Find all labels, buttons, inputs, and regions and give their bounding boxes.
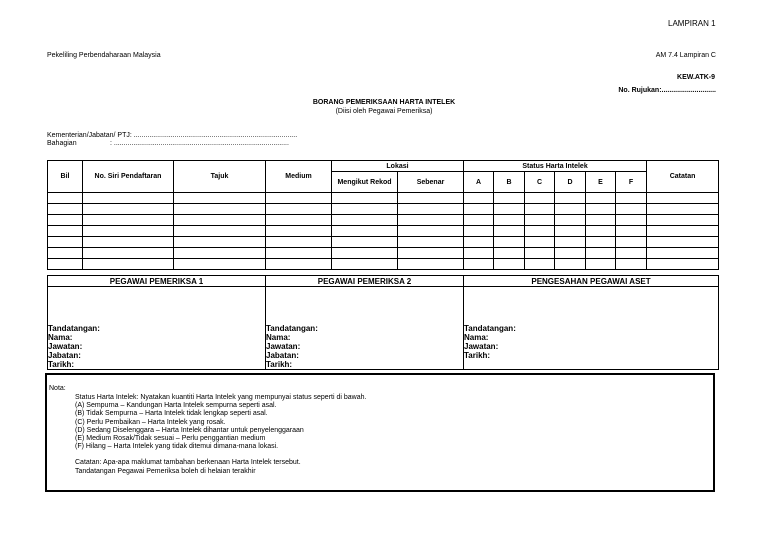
inspection-table [47, 160, 719, 270]
nota-item-d: (D) Sedang Diselenggara – Harta Intelek dihantar untuk penyelenggaraan [75, 426, 304, 434]
table-cell[interactable] [398, 204, 464, 215]
col-sebenar: Sebenar [398, 172, 464, 193]
table-cell[interactable] [616, 215, 647, 226]
table-cell[interactable] [266, 204, 332, 215]
table-cell[interactable] [525, 237, 555, 248]
table-cell[interactable] [83, 226, 174, 237]
signature-block-1 [48, 287, 266, 370]
table-row [48, 237, 719, 248]
table-cell[interactable] [494, 193, 525, 204]
signature-block-3 [464, 287, 719, 370]
table-cell[interactable] [332, 193, 398, 204]
table-cell[interactable] [266, 226, 332, 237]
table-cell[interactable] [525, 204, 555, 215]
rujukan-field: No. Rujukan:............................ [618, 87, 716, 94]
table-cell[interactable] [555, 215, 586, 226]
table-cell[interactable] [616, 193, 647, 204]
table-cell[interactable] [494, 204, 525, 215]
table-cell[interactable] [555, 193, 586, 204]
tandatangan-label: Tandatangan: [464, 324, 516, 333]
table-cell[interactable] [586, 193, 616, 204]
table-cell[interactable] [464, 259, 494, 270]
tarikh-label: Tarikh: [464, 351, 491, 360]
table-cell[interactable] [616, 226, 647, 237]
col-bil: Bil [48, 161, 83, 193]
col-no-siri: No. Siri Pendaftaran [83, 161, 174, 193]
table-cell[interactable] [174, 248, 266, 259]
group-lokasi: Lokasi [332, 161, 464, 172]
table-cell[interactable] [555, 204, 586, 215]
table-cell[interactable] [83, 259, 174, 270]
col-medium: Medium [266, 161, 332, 193]
table-cell[interactable] [586, 226, 616, 237]
tandatangan-label: Tandatangan: [48, 324, 100, 333]
table-cell[interactable] [464, 193, 494, 204]
jabatan-label: Jabatan: [48, 351, 81, 360]
table-cell[interactable] [398, 259, 464, 270]
table-cell[interactable] [616, 248, 647, 259]
table-cell[interactable] [647, 248, 719, 259]
am-reference: AM 7.4 Lampiran C [655, 52, 716, 59]
table-cell[interactable] [494, 215, 525, 226]
table-cell[interactable] [83, 237, 174, 248]
jawatan-label: Jawatan: [266, 342, 301, 351]
table-cell[interactable] [555, 259, 586, 270]
nota-box [45, 373, 715, 492]
signature-block-2 [266, 287, 464, 370]
tandatangan-label: Tandatangan: [266, 324, 318, 333]
table-row [48, 215, 719, 226]
table-cell[interactable] [174, 204, 266, 215]
table-cell[interactable] [525, 215, 555, 226]
pengesahan-pegawai-aset-title: PENGESAHAN PEGAWAI ASET [464, 276, 719, 287]
table-cell[interactable] [266, 193, 332, 204]
table-cell[interactable] [525, 193, 555, 204]
bahagian-label: Bahagian [47, 140, 77, 147]
nama-label: Nama: [48, 333, 73, 342]
nama-label: Nama: [266, 333, 291, 342]
table-row [48, 204, 719, 215]
table-cell[interactable] [398, 237, 464, 248]
nota-item-b: (B) Tidak Sempurna – Harta Intelek tidak lengkap seperti asal. [75, 410, 268, 418]
table-cell[interactable] [174, 226, 266, 237]
table-cell[interactable] [647, 215, 719, 226]
signature-table [47, 275, 719, 370]
table-cell[interactable] [464, 215, 494, 226]
nota-intro: Status Harta Intelek: Nyatakan kuantiti Harta Intelek yang mempunyai status seperti di bawah. [75, 394, 367, 401]
table-cell[interactable] [83, 215, 174, 226]
table-cell[interactable] [586, 259, 616, 270]
table-cell[interactable] [332, 215, 398, 226]
table-cell[interactable] [83, 193, 174, 204]
table-row [48, 248, 719, 259]
table-cell[interactable] [266, 237, 332, 248]
table-cell[interactable] [266, 248, 332, 259]
table-cell[interactable] [647, 259, 719, 270]
nota-item-e: (E) Medium Rosak/Tidak sesuai – Perlu penggantian medium [75, 435, 266, 443]
table-cell[interactable] [616, 204, 647, 215]
col-status-f: F [616, 172, 647, 193]
table-cell[interactable] [464, 204, 494, 215]
table-cell[interactable] [586, 204, 616, 215]
table-cell[interactable] [174, 215, 266, 226]
table-cell[interactable] [647, 204, 719, 215]
nota-label: Nota: [49, 385, 66, 392]
kementerian-field: Kementerian/Jabatan/ PTJ: .................................................................................... [47, 132, 298, 139]
table-cell[interactable] [174, 193, 266, 204]
table-cell[interactable] [616, 259, 647, 270]
table-cell[interactable] [464, 237, 494, 248]
nota-item-f: (F) Hilang – Harta Intelek yang tidak ditemui dimana-mana lokasi. [75, 443, 279, 451]
tarikh-label: Tarikh: [266, 360, 293, 369]
table-cell[interactable] [494, 248, 525, 259]
table-row [48, 226, 719, 237]
table-cell[interactable] [586, 237, 616, 248]
table-cell[interactable] [555, 237, 586, 248]
col-tajuk: Tajuk [174, 161, 266, 193]
table-cell[interactable] [647, 226, 719, 237]
col-status-a: A [464, 172, 494, 193]
table-cell[interactable] [174, 259, 266, 270]
pegawai-pemeriksa-1-title: PEGAWAI PEMERIKSA 1 [48, 276, 266, 287]
table-cell[interactable] [266, 215, 332, 226]
table-cell[interactable] [332, 259, 398, 270]
jawatan-label: Jawatan: [48, 342, 83, 351]
table-cell[interactable] [525, 248, 555, 259]
table-cell[interactable] [398, 193, 464, 204]
table-cell[interactable] [332, 248, 398, 259]
table-cell[interactable] [48, 215, 83, 226]
nama-label: Nama: [464, 333, 489, 342]
table-cell[interactable] [525, 226, 555, 237]
tarikh-label: Tarikh: [48, 360, 75, 369]
table-cell[interactable] [494, 226, 525, 237]
table-cell[interactable] [398, 215, 464, 226]
bahagian-field: : .......................................................................................... [110, 140, 289, 147]
col-status-e: E [586, 172, 616, 193]
col-status-b: B [494, 172, 525, 193]
form-title: BORANG PEMERIKSAAN HARTA INTELEK [312, 99, 456, 106]
table-cell[interactable] [464, 226, 494, 237]
lampiran-label: LAMPIRAN 1 [668, 19, 716, 28]
table-cell[interactable] [48, 193, 83, 204]
nota-catatan-1: Catatan: Apa-apa maklumat tambahan berkenaan Harta Intelek tersebut. [75, 459, 301, 467]
table-cell[interactable] [48, 259, 83, 270]
table-cell[interactable] [48, 248, 83, 259]
group-status: Status Harta Intelek [464, 161, 647, 172]
table-cell[interactable] [332, 226, 398, 237]
table-cell[interactable] [48, 226, 83, 237]
table-cell[interactable] [586, 215, 616, 226]
table-cell[interactable] [555, 226, 586, 237]
col-status-c: C [525, 172, 555, 193]
form-subtitle: (Diisi oleh Pegawai Pemeriksa) [335, 108, 433, 115]
col-catatan: Catatan [647, 161, 719, 193]
table-cell[interactable] [647, 237, 719, 248]
nota-item-a: (A) Sempurna – Kandungan Harta Intelek sempurna seperti asal. [75, 402, 277, 410]
table-cell[interactable] [174, 237, 266, 248]
col-status-d: D [555, 172, 586, 193]
kew-code: KEW.ATK-9 [677, 74, 715, 81]
table-cell[interactable] [83, 204, 174, 215]
col-mengikut-rekod: Mengikut Rekod [332, 172, 398, 193]
table-cell[interactable] [616, 237, 647, 248]
nota-item-c: (C) Perlu Pembaikan – Harta Intelek yang rosak. [75, 418, 226, 426]
table-cell[interactable] [48, 237, 83, 248]
table-cell[interactable] [494, 237, 525, 248]
table-cell[interactable] [586, 248, 616, 259]
table-row [48, 259, 719, 270]
table-cell[interactable] [332, 204, 398, 215]
table-cell[interactable] [464, 248, 494, 259]
jabatan-label: Jabatan: [266, 351, 299, 360]
table-row [48, 193, 719, 204]
table-cell[interactable] [83, 248, 174, 259]
table-cell[interactable] [332, 237, 398, 248]
jawatan-label: Jawatan: [464, 342, 499, 351]
table-cell[interactable] [647, 193, 719, 204]
pegawai-pemeriksa-2-title: PEGAWAI PEMERIKSA 2 [266, 276, 464, 287]
table-cell[interactable] [494, 259, 525, 270]
table-cell[interactable] [398, 248, 464, 259]
nota-catatan-2: Tandatangan Pegawai Pemeriksa boleh di helaian terakhir [75, 467, 256, 475]
table-cell[interactable] [555, 248, 586, 259]
pekeliling-label: Pekeliling Perbendaharaan Malaysia [47, 52, 161, 59]
table-cell[interactable] [48, 204, 83, 215]
table-cell[interactable] [266, 259, 332, 270]
table-cell[interactable] [525, 259, 555, 270]
table-cell[interactable] [398, 226, 464, 237]
